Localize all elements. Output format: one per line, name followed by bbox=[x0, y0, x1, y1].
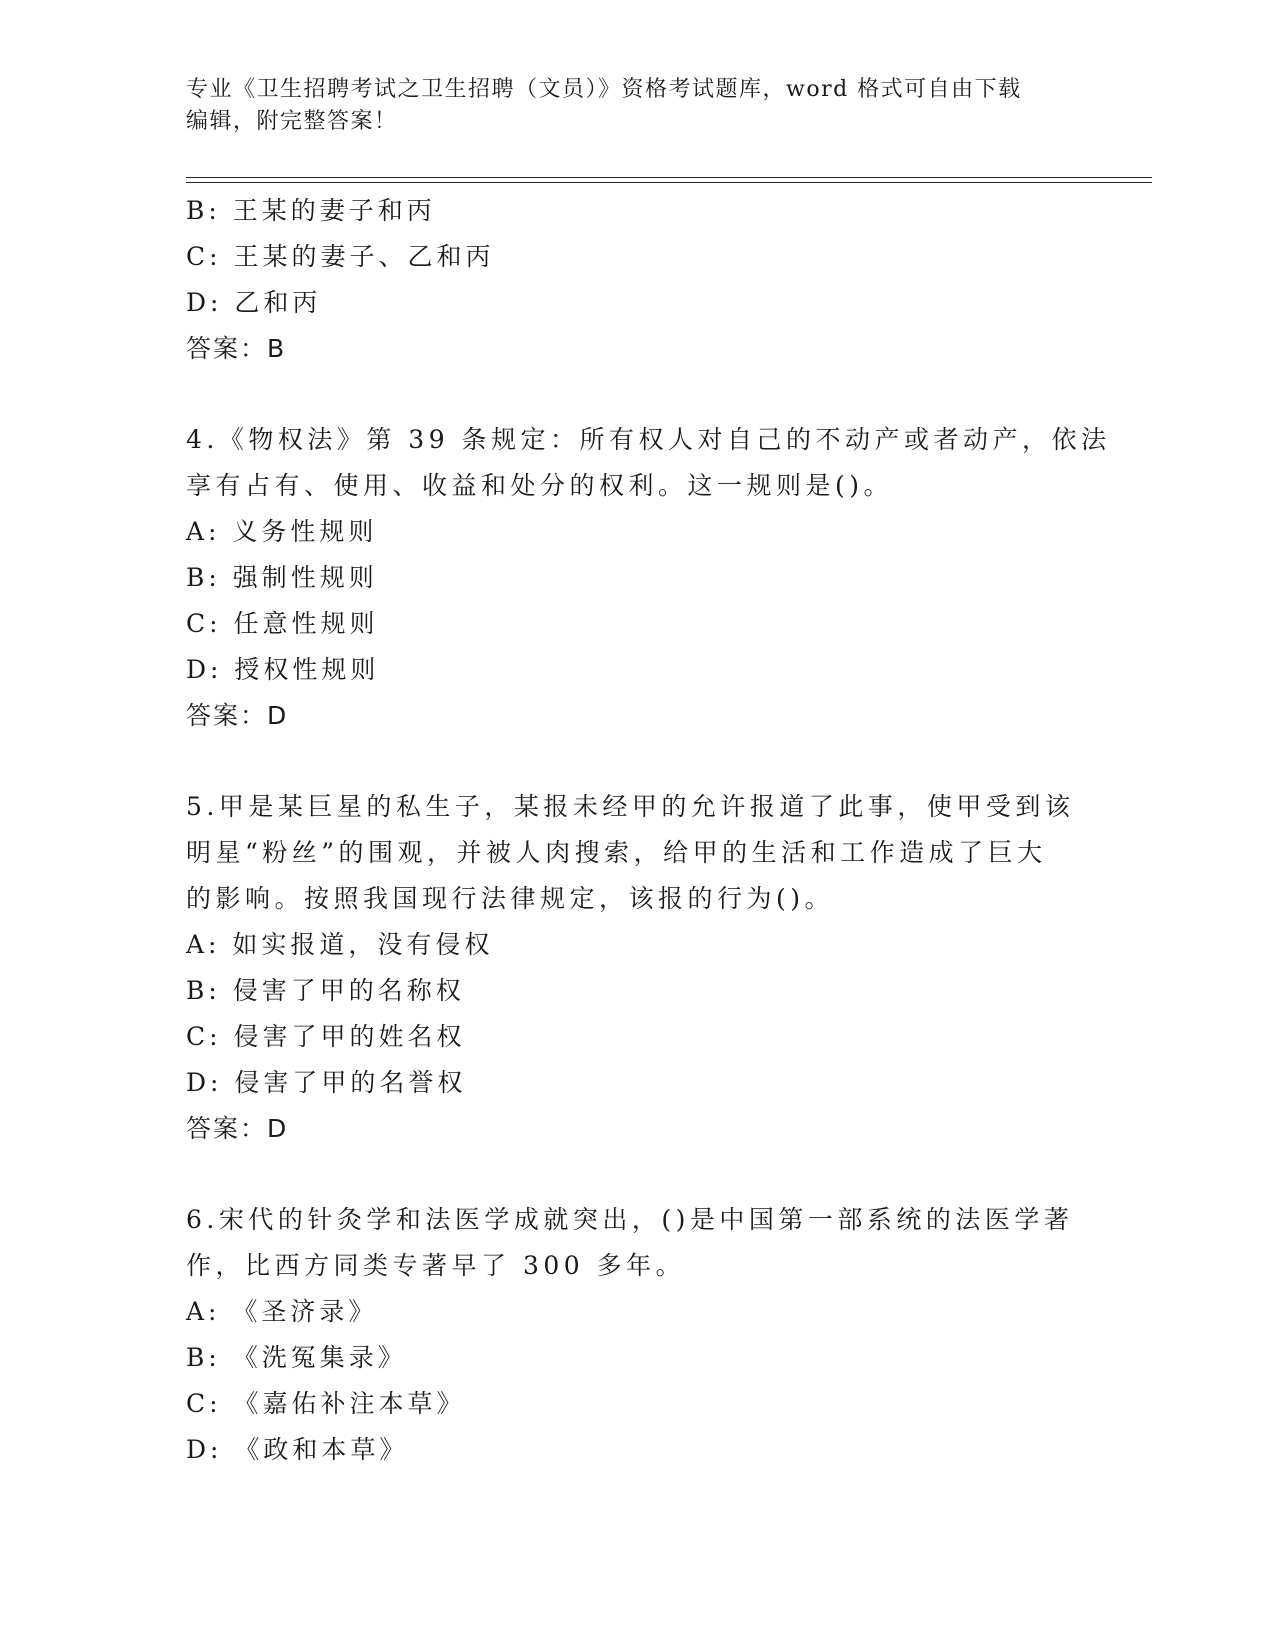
question-6 bbox=[186, 1197, 1086, 1473]
header-line-2: 编辑，附完整答案！ bbox=[186, 109, 398, 134]
option-c: C: 任意性规则 bbox=[186, 609, 379, 638]
answer: 答案：D bbox=[186, 1114, 289, 1143]
question-text bbox=[186, 1197, 1086, 1289]
question-text bbox=[186, 784, 1086, 922]
question-line: 明星“粉丝”的围观，并被人肉搜索，给甲的生活和工作造成了巨大 bbox=[186, 838, 1047, 867]
option-d: D: 侵害了甲的名誉权 bbox=[186, 1068, 467, 1097]
spacer bbox=[186, 739, 1086, 784]
answer: 答案：B bbox=[186, 334, 287, 363]
option-b: B: 《洗冤集录》 bbox=[186, 1343, 407, 1372]
question-5 bbox=[186, 784, 1086, 1152]
document-header bbox=[186, 74, 1066, 138]
option-b: B: 强制性规则 bbox=[186, 563, 378, 592]
spacer bbox=[186, 372, 1086, 417]
option-c: C: 王某的妻子、乙和丙 bbox=[186, 242, 495, 271]
question-list bbox=[186, 188, 1111, 1473]
option-b: B: 王某的妻子和丙 bbox=[186, 196, 436, 225]
option-c: C: 《嘉佑补注本草》 bbox=[186, 1389, 466, 1418]
header-rule-top bbox=[186, 177, 1152, 178]
question-line: 作，比西方同类专著早了 300 多年。 bbox=[186, 1251, 686, 1280]
question-3 bbox=[186, 188, 1086, 372]
option-a: A: 义务性规则 bbox=[186, 517, 378, 546]
spacer bbox=[186, 1152, 1086, 1197]
option-a: A: 如实报道，没有侵权 bbox=[186, 930, 494, 959]
option-a: A: 《圣济录》 bbox=[186, 1297, 378, 1326]
question-line: 6.宋代的针灸学和法医学成就突出，()是中国第一部系统的法医学著 bbox=[186, 1205, 1074, 1234]
answer: 答案：D bbox=[186, 701, 289, 730]
header-line-1: 专业《卫生招聘考试之卫生招聘（文员）》资格考试题库，word 格式可自由下载 bbox=[186, 77, 1022, 102]
option-d: D: 乙和丙 bbox=[186, 288, 322, 317]
question-4 bbox=[186, 417, 1111, 739]
option-d: D: 授权性规则 bbox=[186, 655, 380, 684]
question-line: 4.《物权法》第 39 条规定：所有权人对自己的不动产或者动产，依法 bbox=[186, 425, 1111, 454]
header-rule-bottom bbox=[186, 182, 1152, 183]
question-line: 享有占有、使用、收益和处分的权利。这一规则是()。 bbox=[186, 471, 894, 500]
question-line: 5.甲是某巨星的私生子，某报未经甲的允许报道了此事，使甲受到该 bbox=[186, 792, 1075, 821]
question-line: 的影响。按照我国现行法律规定，该报的行为()。 bbox=[186, 884, 835, 913]
option-c: C: 侵害了甲的姓名权 bbox=[186, 1022, 466, 1051]
option-d: D: 《政和本草》 bbox=[186, 1435, 409, 1464]
option-b: B: 侵害了甲的名称权 bbox=[186, 976, 465, 1005]
question-text bbox=[186, 417, 1111, 509]
